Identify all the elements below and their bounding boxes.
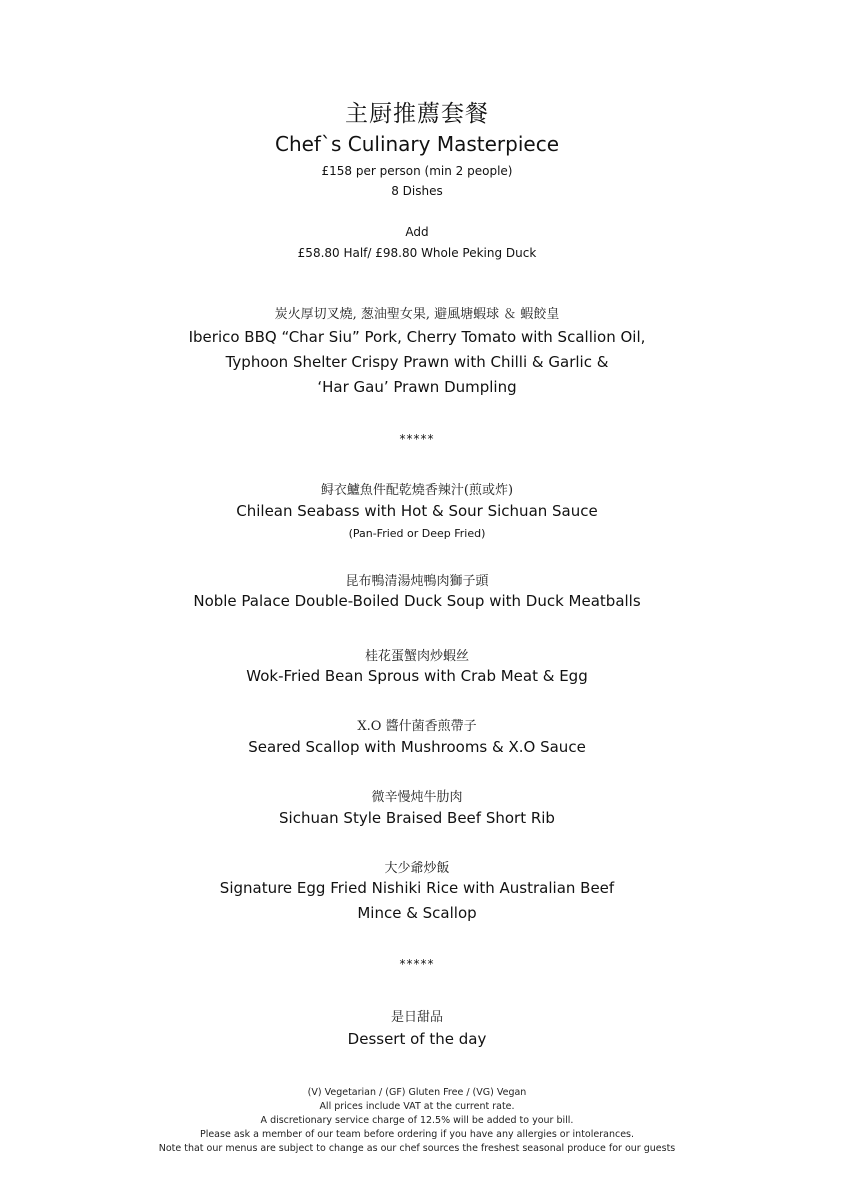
footer-dietary-key: (V) Vegetarian / (GF) Gluten Free / (VG) Vegan bbox=[307, 1087, 527, 1098]
course-5-chinese: X.O 醬什菌香煎帶子 bbox=[357, 719, 477, 734]
dessert-name: Dessert of the day bbox=[347, 1030, 487, 1048]
course-2-name: Chilean Seabass with Hot & Sour Sichuan Sauce bbox=[236, 502, 598, 520]
footer-allergy-note: Please ask a member of our team before ordering if you have any allergies or intolerances. bbox=[199, 1129, 635, 1140]
menu-price: £158 per person (min 2 people) bbox=[321, 164, 513, 178]
course-1-name-line-2: Typhoon Shelter Crispy Prawn with Chilli & Garlic & bbox=[225, 353, 609, 371]
course-1-name-line-1: Iberico BBQ “Char Siu” Pork, Cherry Tomato with Scallion Oil, bbox=[188, 328, 646, 346]
menu-title-chinese: 主厨推薦套餐 bbox=[345, 101, 489, 127]
course-7-name-line-2: Mince & Scallop bbox=[357, 904, 477, 922]
dessert-chinese: 是日甜品 bbox=[390, 1010, 443, 1025]
course-2-note: (Pan-Fried or Deep Fried) bbox=[348, 527, 486, 540]
course-7-name-line-1: Signature Egg Fried Nishiki Rice with Australian Beef bbox=[219, 879, 615, 897]
footer-service-charge: A discretionary service charge of 12.5% will be added to your bill. bbox=[260, 1115, 574, 1126]
course-2-chinese: 鲟衣鱸魚件配乾燒香辣汁(煎或炸) bbox=[320, 483, 514, 498]
dish-count: 8 Dishes bbox=[391, 184, 443, 198]
course-6-name: Sichuan Style Braised Beef Short Rib bbox=[279, 809, 555, 827]
course-1-name-line-3: ‘Har Gau’ Prawn Dumpling bbox=[317, 378, 517, 396]
course-3-name: Noble Palace Double-Boiled Duck Soup with Duck Meatballs bbox=[193, 592, 641, 610]
course-6-chinese: 微辛慢炖牛肋肉 bbox=[371, 790, 463, 805]
peking-duck-price: £58.80 Half/ £98.80 Whole Peking Duck bbox=[297, 246, 537, 260]
separator: ***** bbox=[399, 432, 435, 446]
separator: ***** bbox=[399, 957, 435, 971]
course-7-chinese: 大少爺炒飯 bbox=[384, 861, 450, 876]
add-label: Add bbox=[405, 225, 429, 239]
footer-menu-change-note: Note that our menus are subject to change as our chef sources the freshest seasonal produce for our guests bbox=[158, 1143, 676, 1154]
footer-vat-note: All prices include VAT at the current rate. bbox=[319, 1101, 515, 1112]
course-4-name: Wok-Fried Bean Sprous with Crab Meat & Egg bbox=[246, 667, 588, 685]
course-5-name: Seared Scallop with Mushrooms & X.O Sauce bbox=[248, 738, 586, 756]
menu-title: Chef`s Culinary Masterpiece bbox=[274, 132, 560, 156]
course-3-chinese: 昆布鴨清湯炖鴨肉獅子頭 bbox=[345, 574, 489, 589]
course-1-chinese: 炭火厚切叉燒, 葱油聖女果, 避風塘蝦球 ＆ 蝦餃皇 bbox=[274, 307, 560, 322]
course-4-chinese: 桂花蛋蟹肉炒蝦丝 bbox=[364, 649, 469, 664]
